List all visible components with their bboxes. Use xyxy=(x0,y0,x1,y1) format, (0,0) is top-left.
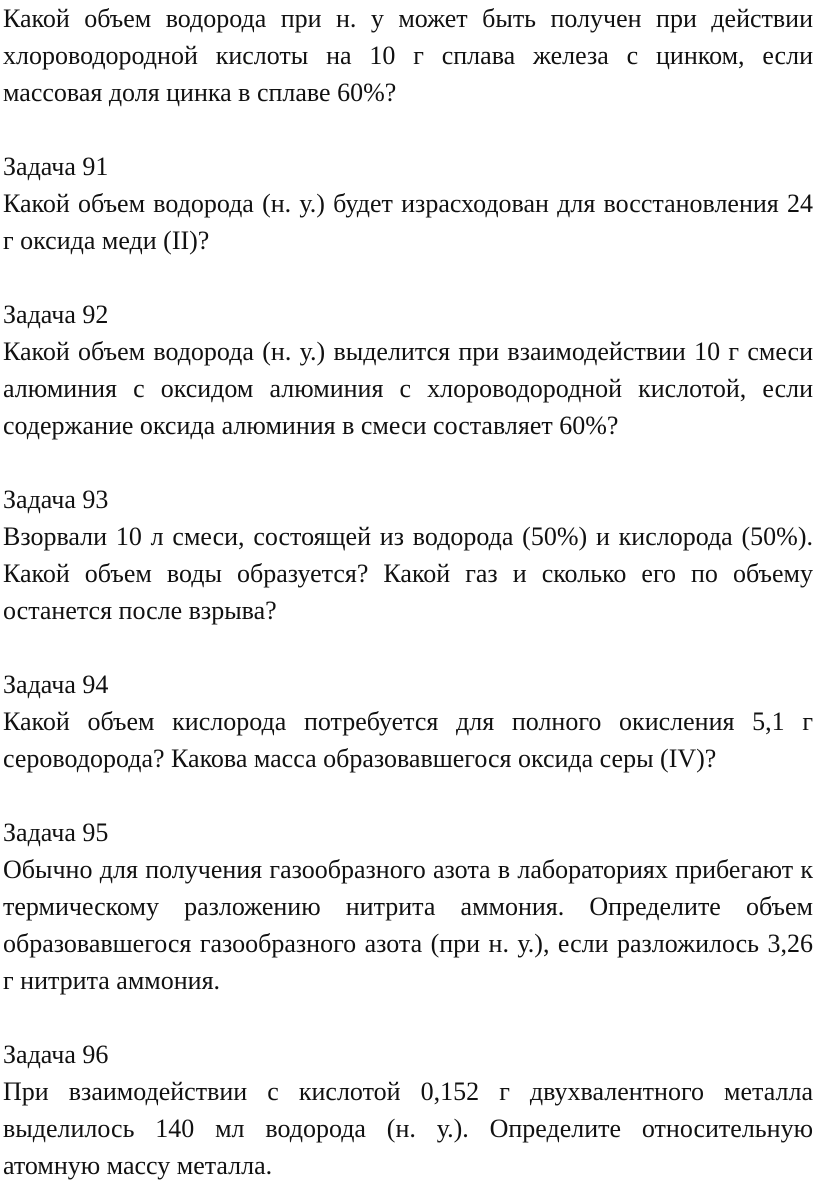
task-91 xyxy=(3,148,813,259)
task-96 xyxy=(3,1036,813,1184)
task-93-title: Задача 93 xyxy=(3,485,109,514)
task-94 xyxy=(3,666,813,777)
task-93 xyxy=(3,481,813,629)
task-91-text: Какой объем водорода (н. у.) будет израсходован для восстановления 24 г оксида меди (II)? xyxy=(3,189,813,255)
task-95-text: Обычно для получения газообразного азота в лабораториях прибегают к термическому разложению нитрита аммония. Определите объем образовавшегося газообразного азота (при н. у.), если разложилось 3,26 г нитрита аммония. xyxy=(3,855,813,995)
task-93-text: Взорвали 10 л смеси, состоящей из водорода (50%) и кислорода (50%). Какой объем воды образуется? Какой газ и сколько его по объему останется после взрыва? xyxy=(3,522,813,625)
task-92-title: Задача 92 xyxy=(3,300,109,329)
task-96-text: При взаимодействии с кислотой 0,152 г двухвалентного металла выделилось 140 мл водорода (н. у.). Определите относительную атомную массу металла. xyxy=(3,1077,813,1180)
task-91-title: Задача 91 xyxy=(3,152,109,181)
task-92-text: Какой объем водорода (н. у.) выделится при взаимодействии 10 г смеси алюминия с оксидом алюминия с хлороводородной кислотой, если содержание оксида алюминия в смеси составляет 60%? xyxy=(3,337,813,440)
task-96-title: Задача 96 xyxy=(3,1040,109,1069)
task-94-text: Какой объем кислорода потребуется для полного окисления 5,1 г сероводорода? Какова масса образовавшегося оксида серы (IV)? xyxy=(3,707,813,773)
intro-problem-text: Какой объем водорода при н. у может быть получен при действии хлороводородной кислоты на 10 г сплава железа с цинком, если массовая доля цинка в сплаве 60%? xyxy=(3,4,813,107)
task-95-title: Задача 95 xyxy=(3,818,109,847)
task-94-title: Задача 94 xyxy=(3,670,109,699)
task-95 xyxy=(3,814,813,999)
document-page xyxy=(3,0,813,1184)
task-92 xyxy=(3,296,813,444)
